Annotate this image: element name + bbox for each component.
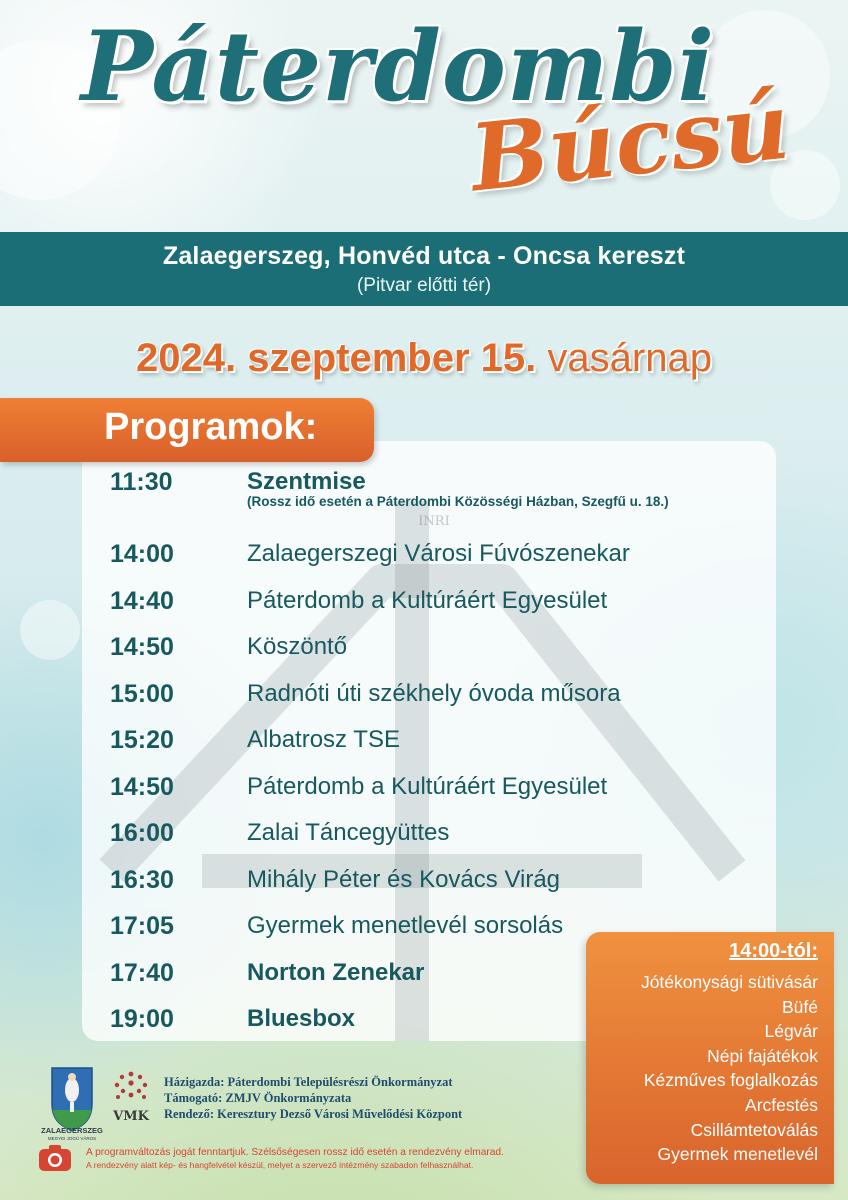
program-time: 15:00 bbox=[110, 679, 174, 708]
side-box-item: Büfé bbox=[782, 996, 818, 1017]
program-time: 16:00 bbox=[110, 819, 174, 847]
program-event: Szentmise bbox=[247, 468, 366, 495]
program-event: Páterdomb a Kultúráért Egyesület bbox=[247, 586, 608, 614]
disclaimer-line-2: A rendezvény alatt kép- és hangfelvétel készül, melyet a szervező intézmény szabadon felhasználhat. bbox=[86, 1160, 474, 1170]
program-event: Zalaegerszegi Városi Fúvószenekar bbox=[247, 540, 630, 567]
crest-caption: ZALAEGERSZEG bbox=[41, 1126, 103, 1135]
program-time: 14:40 bbox=[110, 586, 174, 615]
bokeh-decoration bbox=[20, 600, 80, 660]
side-box-item: Kézműves foglalkozás bbox=[643, 1070, 818, 1091]
program-time: 17:05 bbox=[110, 912, 174, 940]
side-box-title: 14:00-tól: bbox=[729, 940, 818, 962]
program-row bbox=[110, 866, 770, 913]
program-event: Mihály Péter és Kovács Virág bbox=[247, 865, 561, 893]
camera-icon bbox=[38, 1144, 72, 1172]
disclaimer-line-1: A programváltozás jogát fenntartjuk. Szélsőségesen rossz idő esetén a rendezvény elmarad. bbox=[86, 1147, 504, 1158]
vmk-logo-icon bbox=[108, 1068, 154, 1136]
programs-heading: Programok: bbox=[104, 406, 318, 448]
program-event: Albatrosz TSE bbox=[247, 726, 400, 753]
program-time: 16:30 bbox=[110, 865, 174, 894]
program-row bbox=[110, 587, 770, 634]
side-box-item: Arcfestés bbox=[745, 1094, 818, 1115]
footer-organizer: Rendező: Keresztury Dezső Városi Művelődési Központ bbox=[164, 1107, 463, 1121]
program-time: 15:20 bbox=[110, 726, 174, 754]
program-time: 11:30 bbox=[110, 468, 173, 496]
crest-icon bbox=[42, 1064, 102, 1134]
location-band bbox=[0, 232, 848, 306]
program-row bbox=[110, 633, 770, 680]
side-box-item: Népi fajátékok bbox=[707, 1045, 818, 1066]
program-row bbox=[110, 468, 770, 540]
side-box-item: Gyermek menetlevél bbox=[657, 1144, 818, 1165]
side-box-item: Csillámtetoválás bbox=[690, 1119, 818, 1140]
side-box-list bbox=[641, 970, 818, 1167]
program-row bbox=[110, 680, 770, 727]
program-event: Zalai Táncegyüttes bbox=[247, 819, 450, 846]
program-time: 17:40 bbox=[110, 958, 174, 987]
side-activities-box bbox=[586, 932, 834, 1184]
program-event: Gyermek menetlevél sorsolás bbox=[247, 912, 564, 939]
footer-credits bbox=[164, 1074, 584, 1122]
programs-heading-tab bbox=[0, 398, 374, 462]
program-note: (Rossz idő esetén a Páterdombi Közösségi Házban, Szegfű u. 18.) bbox=[247, 494, 669, 509]
program-row bbox=[110, 773, 770, 820]
program-event: Köszöntő bbox=[247, 633, 348, 660]
program-event: Norton Zenekar bbox=[247, 958, 425, 986]
location-sub: (Pitvar előtti tér) bbox=[356, 275, 492, 296]
crest-caption-sub: MEGYEI JOGÚ VÁROS bbox=[47, 1136, 97, 1141]
program-event: Radnóti úti székhely óvoda műsora bbox=[247, 679, 621, 707]
event-date-day: vasárnap bbox=[547, 336, 712, 380]
program-event: Bluesbox bbox=[247, 1005, 356, 1032]
program-time: 14:00 bbox=[110, 540, 174, 568]
footer-support: Támogató: ZMJV Önkormányzata bbox=[164, 1091, 352, 1105]
program-time: 14:50 bbox=[110, 633, 174, 661]
side-box-item: Jótékonysági sütivásár bbox=[640, 972, 818, 992]
event-date-main: 2024. szeptember 15. bbox=[136, 336, 537, 380]
program-event: Páterdomb a Kultúráért Egyesület bbox=[247, 772, 608, 800]
footer-host: Házigazda: Páterdombi Településrészi Önkormányzat bbox=[164, 1075, 453, 1089]
program-time: 19:00 bbox=[110, 1005, 174, 1033]
disclaimer bbox=[86, 1146, 586, 1172]
program-row bbox=[110, 540, 770, 587]
program-row bbox=[110, 726, 770, 773]
poster-title: Páterdombi bbox=[80, 10, 716, 123]
location-main: Zalaegerszeg, Honvéd utca - Oncsa kereszt bbox=[162, 242, 686, 270]
program-time: 14:50 bbox=[110, 772, 174, 801]
program-row bbox=[110, 819, 770, 866]
vmk-label: VMK bbox=[113, 1109, 149, 1124]
watermark-text: INRI bbox=[418, 514, 450, 529]
poster-subtitle: Búcsú bbox=[465, 71, 795, 213]
side-box-item: Légvár bbox=[764, 1021, 818, 1042]
event-date bbox=[0, 336, 848, 381]
